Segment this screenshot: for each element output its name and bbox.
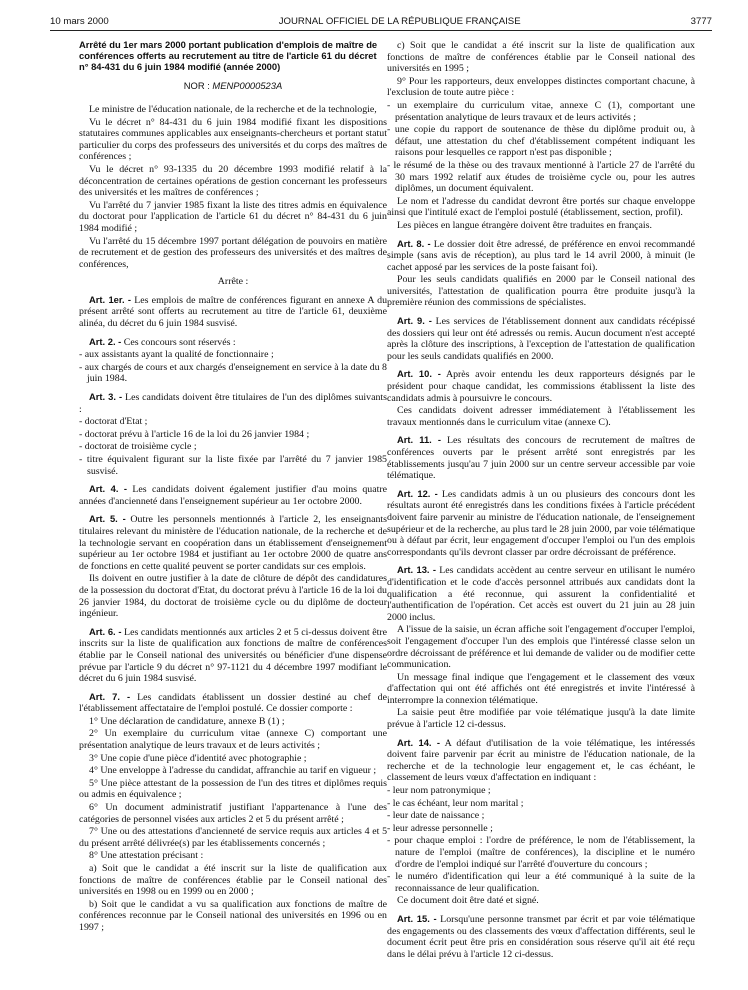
list-item: 9° Pour les rapporteurs, deux enveloppes distinctes comportant chacune, à l'exclusion de toute autre pièce :	[387, 75, 695, 99]
list-item: 4° Une enveloppe à l'adresse du candidat, affranchie au tarif en vigueur ;	[89, 765, 377, 777]
paragraph: Les pièces en langue étrangère doivent être traduites en français.	[397, 219, 652, 231]
nor-code: MENP0000523A	[212, 80, 283, 92]
article-text: Outre les personnels mentionnés à l'article 2, les enseignants titulaires relevant du ministère de l'éducation nationale, de la recherche et de la technologie servant en coopération dans un établissement d'enseignement supérieur au 1er octobre 1984 et justifiant au 1er octobre 2000 de quatre ans de fonctions en cette qualité peuvent se porter candidats sur ces emplois.	[79, 514, 387, 572]
article-14	[387, 737, 695, 784]
vu-paragraph: Vu l'arrêté du 7 janvier 1985 fixant la liste des titres admis en équivalence du doctorat pour l'application de l'article 61 du décret n° 84-431 du 6 juin 1984 modifié ;	[79, 199, 387, 234]
article-label: Art. 8. -	[397, 237, 431, 249]
article-label: Art. 10. -	[397, 368, 441, 380]
vu-paragraph: Vu l'arrêté du 15 décembre 1997 portant délégation de pouvoirs en matière de recrutement et de gestion des professeurs des universités et des maîtres de conférences,	[79, 235, 387, 270]
article-label: Art. 3. -	[89, 391, 123, 403]
list-item: c) Soit que le candidat a été inscrit sur la liste de qualification aux fonctions de maître de conférences établie par le Conseil national des universités en 1995 ;	[387, 40, 695, 75]
list-item: - doctorat prévu à l'article 16 de la loi du 26 janvier 1984 ;	[79, 428, 310, 440]
list-item: 5° Une pièce attestant de la possession de l'un des titres et diplômes requis ou admis en équivalence ;	[79, 777, 387, 801]
article-label: Art. 4. -	[89, 483, 128, 495]
vu-paragraph: Vu le décret n° 93-1335 du 20 décembre 1993 modifié relatif à la déconcentration de certaines opérations de gestion concernant les professeurs des universités et les maîtres de conférences ;	[79, 163, 387, 199]
nor-label: NOR :	[183, 80, 210, 92]
article-text: Lorsqu'une personne transmet par écrit et par voie télématique des engagements ou des classements des vœux d'affectation différents, seul le document écrit peut être pris en considération sous réserve qu'il ait été reçu dans le délai prévu à l'article 12 ci-dessus.	[387, 913, 695, 960]
paragraph: A l'issue de la saisie, un écran affiche soit l'engagement d'occuper l'emploi, soit l'engagement d'occuper l'un des emplois que l'intéressé classe selon un ordre décroissant de préférence et lui demande de valider ou de modifier cette communication.	[387, 624, 695, 671]
list-item: - le numéro d'identification qui leur a été communiqué à la suite de la reconnaissance de leur qualification.	[387, 871, 695, 894]
arrete-heading: Arrête :	[217, 276, 249, 288]
article-8	[387, 238, 695, 274]
article-text: Après avoir entendu les deux rapporteurs désignés par le président pour chaque candidat, les commissions établissent la liste des candidats admis à poursuivre le concours.	[387, 369, 695, 404]
article-label: Art. 15. -	[397, 912, 437, 924]
list-item: - titre équivalent figurant sur la liste fixée par l'arrêté du 7 janvier 1985 susvisé.	[79, 454, 387, 477]
article-9	[387, 315, 695, 362]
article-label: Art. 13. -	[397, 564, 436, 576]
article-label: Art. 12. -	[397, 487, 438, 499]
article-5-paragraph: Ils doivent en outre justifier à la date de clôture de dépôt des candidatures de la possession du doctorat d'Etat, du doctorat prévu à l'article 16 de la loi du 26 janvier 1984, du doctorat de troisième cycle ou du diplôme de docteur ingénieur.	[79, 573, 387, 620]
paragraph: Un message final indique que l'engagement et le classement des vœux d'affectation qui ont été affichés ont été enregistrés et invite l'intéressé à interrompre la connexion télématique.	[387, 671, 695, 706]
article-text: Les candidats mentionnés aux articles 2 et 5 ci-dessus doivent être inscrits sur la liste de qualification aux fonctions de maître de conférences établie par le Conseil national des universités ou bénéficier d'une dispense prévue par l'article 9 du décret n° 97-1121 du 4 décembre 1997 modifiant le décret du 6 juin 1984 susvisé.	[79, 626, 387, 685]
nor-reference	[79, 80, 387, 92]
article-text: Les candidats établissent un dossier destiné au chef de l'établissement affectataire de l'emploi postulé. Ce dossier comporte :	[79, 691, 387, 715]
header-date: 10 mars 2000	[50, 15, 109, 27]
list-item: - leur date de naissance ;	[387, 810, 485, 822]
header-rule	[50, 30, 712, 31]
list-item: - un exemplaire du curriculum vitae, annexe C (1), comportant une présentation analytique de leurs travaux et de leurs activités ;	[387, 99, 695, 123]
vu-paragraph: Vu le décret n° 84-431 du 6 juin 1984 modifié fixant les dispositions statutaires communes applicables aux enseignants-chercheurs et portant statut particulier du corps des professeurs des universités et du corps des maîtres de conférences ;	[79, 116, 387, 163]
list-item: 8° Une attestation précisant :	[89, 850, 204, 862]
article-text: Les candidats admis à un ou plusieurs des concours dont les résultats auront été enregistrés dans les conditions fixées à l'article précédent doivent faire parvenir au ministre de l'éducation nationale, de l'enseignement supérieur et de la recherche, au plus tard le 28 juin 2000, par voie télématique ou à défaut par écrit, leur engagement d'occuper l'emploi ou l'un des emplois correspondants qu'ils devront classer par ordre décroissant de préférence.	[387, 488, 695, 558]
paragraph: Le nom et l'adresse du candidat devront être portés sur chaque enveloppe ainsi que l'intitulé exact de l'emploi postulé (établissement, section, profil).	[387, 195, 695, 219]
paragraph: Ces candidats doivent adresser immédiatement à l'établissement les travaux mentionnés dans le curriculum vitae (annexe C).	[387, 405, 695, 428]
list-item: a) Soit que le candidat a été inscrit sur la liste de qualification aux fonctions de maître de conférences établie par le Conseil national des universités en 1998 ou en 1999 ou en 2000 ;	[79, 863, 387, 898]
article-4	[79, 483, 387, 507]
article-13	[387, 564, 695, 623]
paragraph: Pour les seuls candidats qualifiés en 2000 par le Conseil national des universités, l'attestation de qualification pourra être produite jusqu'à la première réunion des commissions de spécialistes.	[387, 274, 695, 309]
article-text: Ces concours sont réservés :	[123, 336, 236, 348]
list-item: - doctorat d'Etat ;	[79, 416, 148, 428]
article-10	[387, 368, 695, 404]
list-item: - leur nom patronymique ;	[387, 785, 491, 797]
list-item: 3° Une copie d'une pièce d'identité avec photographie ;	[89, 752, 307, 764]
article-1	[79, 294, 387, 330]
article-6	[79, 626, 387, 685]
list-item: - le résumé de la thèse ou des travaux mentionné à l'article 27 de l'arrêté du 30 mars 1992 relatif aux études de troisième cycle ou, pour les autres diplômes, un document équivalent.	[387, 159, 695, 195]
article-label: Art. 5. -	[89, 513, 126, 525]
intro-paragraph: Le ministre de l'éducation nationale, de la recherche et de la technologie,	[89, 103, 377, 115]
article-text: Le dossier doit être adressé, de préférence en envoi recommandé simple (sans avis de réception), au plus tard le 14 avril 2000, à minuit (le cachet apposé par les services de la poste faisant foi).	[387, 238, 695, 273]
paragraph: La saisie peut être modifiée par voie télématique jusqu'à la date limite prévue à l'article 12 ci-dessus.	[387, 707, 695, 731]
article-text: A défaut d'utilisation de la voie télématique, les intéressés doivent faire parvenir par écrit au ministre de l'éducation nationale, de la recherche et de la technologie leur engagement et, le cas échéant, le classement de leurs vœux d'affectation en indiquant :	[387, 737, 695, 784]
article-text: Les candidats accèdent au centre serveur en utilisant le numéro d'identification et le code d'accès personnel attribués aux candidats dont la qualification a été reconnue, qui assurent la confidentialité et l'authentification de l'opération. Cet accès est ouvert du 21 juin au 28 juin 2000 inclus.	[387, 565, 695, 623]
article-label: Art. 7. -	[89, 690, 131, 702]
article-text: Les emplois de maître de conférences figurant en annexe A du présent arrêté sont offerts au recrutement au titre de l'article 61, deuxième alinéa, du décret du 6 juin 1984 susvisé.	[79, 294, 387, 330]
list-item: - aux assistants ayant la qualité de fonctionnaire ;	[79, 349, 274, 361]
article-label: Art. 11. -	[397, 434, 442, 446]
article-5	[79, 513, 387, 572]
list-item: - doctorat de troisième cycle ;	[79, 441, 197, 453]
right-column	[387, 40, 695, 980]
article-label: Art. 1er. -	[89, 293, 132, 305]
decree-title: Arrêté du 1er mars 2000 portant publication d'emplois de maître de conférences offerts au recrutement au titre de l'article 61 du décret n° 84-431 du 6 juin 1984 modifié (année 2000)	[79, 40, 378, 72]
article-7	[79, 691, 387, 715]
article-15	[387, 913, 695, 960]
list-item: 7° Une ou des attestations d'ancienneté de service requis aux articles 4 et 5 du présent arrêté délivrée(s) par les établissements concernés ;	[79, 826, 387, 849]
list-item: - une copie du rapport de soutenance de thèse du diplôme produit ou, à défaut, une attestation du chef d'établissement compétent indiquant les raisons pour lesquelles ce rapport n'est pas disponible ;	[387, 124, 695, 159]
list-item: 2° Un exemplaire du curriculum vitae (annexe C) comportant une présentation analytique de leurs travaux et de leurs activités ;	[79, 728, 387, 752]
page-header	[50, 14, 712, 28]
article-text: Les candidats doivent également justifier d'au moins quatre années d'ancienneté dans l'enseignement supérieur au 1er octobre 2000.	[79, 484, 387, 507]
header-journal-title: JOURNAL OFFICIEL DE LA RÉPUBLIQUE FRANÇAISE	[278, 15, 521, 27]
article-2	[79, 336, 387, 349]
article-3	[79, 391, 387, 415]
article-text: Les services de l'établissement donnent aux candidats récépissé des dossiers qui leur ont été adressés ou remis. Aucun document n'est accepté après la clôture des inscriptions, à l'exception de l'attestation de qualification pour les seuls candidats qualifiés en 2000.	[387, 316, 695, 362]
list-item: 1° Une déclaration de candidature, annexe B (1) ;	[89, 715, 285, 727]
article-label: Art. 14. -	[397, 736, 440, 748]
list-item: b) Soit que le candidat a vu sa qualification aux fonctions de maître de conférences reconnue par le Conseil national des universités en 1996 ou en 1997 ;	[79, 898, 387, 933]
article-label: Art. 9. -	[397, 315, 432, 327]
article-label: Art. 6. -	[89, 625, 122, 637]
article-12	[387, 488, 695, 559]
list-item: - le cas échéant, leur nom marital ;	[387, 797, 524, 809]
article-text: Les résultats des concours de recrutement de maîtres de conférences ouverts par le présent arrêté sont enregistrés par les établissements jusqu'au 7 juin 2000 sur un centre serveur accessible par voie télématique.	[387, 435, 695, 482]
paragraph: Ce document doit être daté et signé.	[397, 895, 539, 907]
list-item: - pour chaque emploi : l'ordre de préférence, le nom de l'établissement, la nature de l'emploi (maître de conférences), la discipline et le numéro d'ordre de l'emploi indiqué sur l'arrêté d'ouverture du concours ;	[387, 835, 695, 870]
article-label: Art. 2. -	[89, 335, 122, 347]
article-text: Les candidats doivent être titulaires de l'un des diplômes suivants :	[79, 392, 387, 415]
list-item: - aux chargés de cours et aux chargés d'enseignement en service à la date du 8 juin 1984.	[79, 361, 387, 385]
header-page-number: 3777	[690, 15, 712, 27]
article-11	[387, 434, 695, 481]
list-item: 6° Un document administratif justifiant l'appartenance à l'une des catégories de personnel visées aux articles 2 et 5 du présent arrêté ;	[79, 802, 387, 825]
left-column	[79, 40, 387, 980]
list-item: - leur adresse personnelle ;	[387, 822, 493, 834]
